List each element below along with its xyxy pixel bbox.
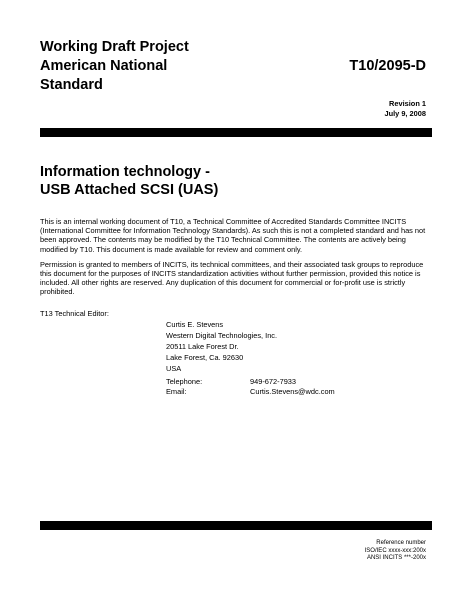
notice-paragraph-2: Permission is granted to members of INCITS, its technical committees, and their associated task groups to reproduce this document for the purposes of INCITS standardization activities without further permission, provided this notice is included. All other rights are reserved. Any duplication of this document for commercial or for-profit use is strictly prohibited. — [40, 259, 424, 297]
editor-city: Lake Forest, Ca. 92630 — [166, 353, 244, 362]
revision-block — [384, 99, 426, 119]
header-line-1: Working Draft Project — [40, 39, 189, 55]
editor-email-label: Email: — [166, 387, 187, 396]
title-line-2: USB Attached SCSI (UAS) — [40, 182, 219, 198]
editor-country: USA — [166, 364, 182, 373]
notice-block — [40, 217, 432, 297]
project-header — [40, 38, 189, 95]
revision-label: Revision 1 — [389, 99, 426, 108]
title-line-1: Information technology - — [40, 164, 210, 180]
editor-street: 20511 Lake Forest Dr. — [166, 342, 239, 351]
revision-date: July 9, 2008 — [384, 109, 426, 118]
reference-label: Reference number — [376, 540, 426, 546]
reference-block — [365, 540, 426, 563]
editor-telephone: 949-672-7933 — [250, 377, 297, 386]
top-rule — [40, 128, 432, 137]
document-number: T10/2095-D — [349, 58, 426, 74]
editor-name: Curtis E. Stevens — [166, 320, 224, 329]
editor-label: T13 Technical Editor: — [40, 309, 109, 318]
reference-ansi: ANSI INCITS ***-200x — [366, 555, 426, 561]
editor-address — [166, 319, 277, 374]
notice-paragraph-1: This is an internal working document of T10, a Technical Committee of Accredited Standards Committee INCITS (International Committee for Information Technology Standards). As such this is not a completed standard and has not been approved. The contents may be modified by the T10 Technical Committee. The contents are actively being modified by T10. This document is made available for review and comment only. — [40, 217, 426, 254]
reference-iso: ISO/IEC xxxx-xxx:200x — [364, 547, 426, 554]
editor-company: Western Digital Technologies, Inc. — [166, 331, 278, 340]
document-title — [40, 163, 218, 199]
bottom-rule — [40, 521, 432, 530]
header-line-3: Standard — [40, 77, 103, 93]
header-line-2: American National — [40, 58, 168, 74]
editor-telephone-label: Telephone: — [166, 377, 203, 386]
editor-email: Curtis.Stevens@wdc.com — [250, 387, 335, 396]
